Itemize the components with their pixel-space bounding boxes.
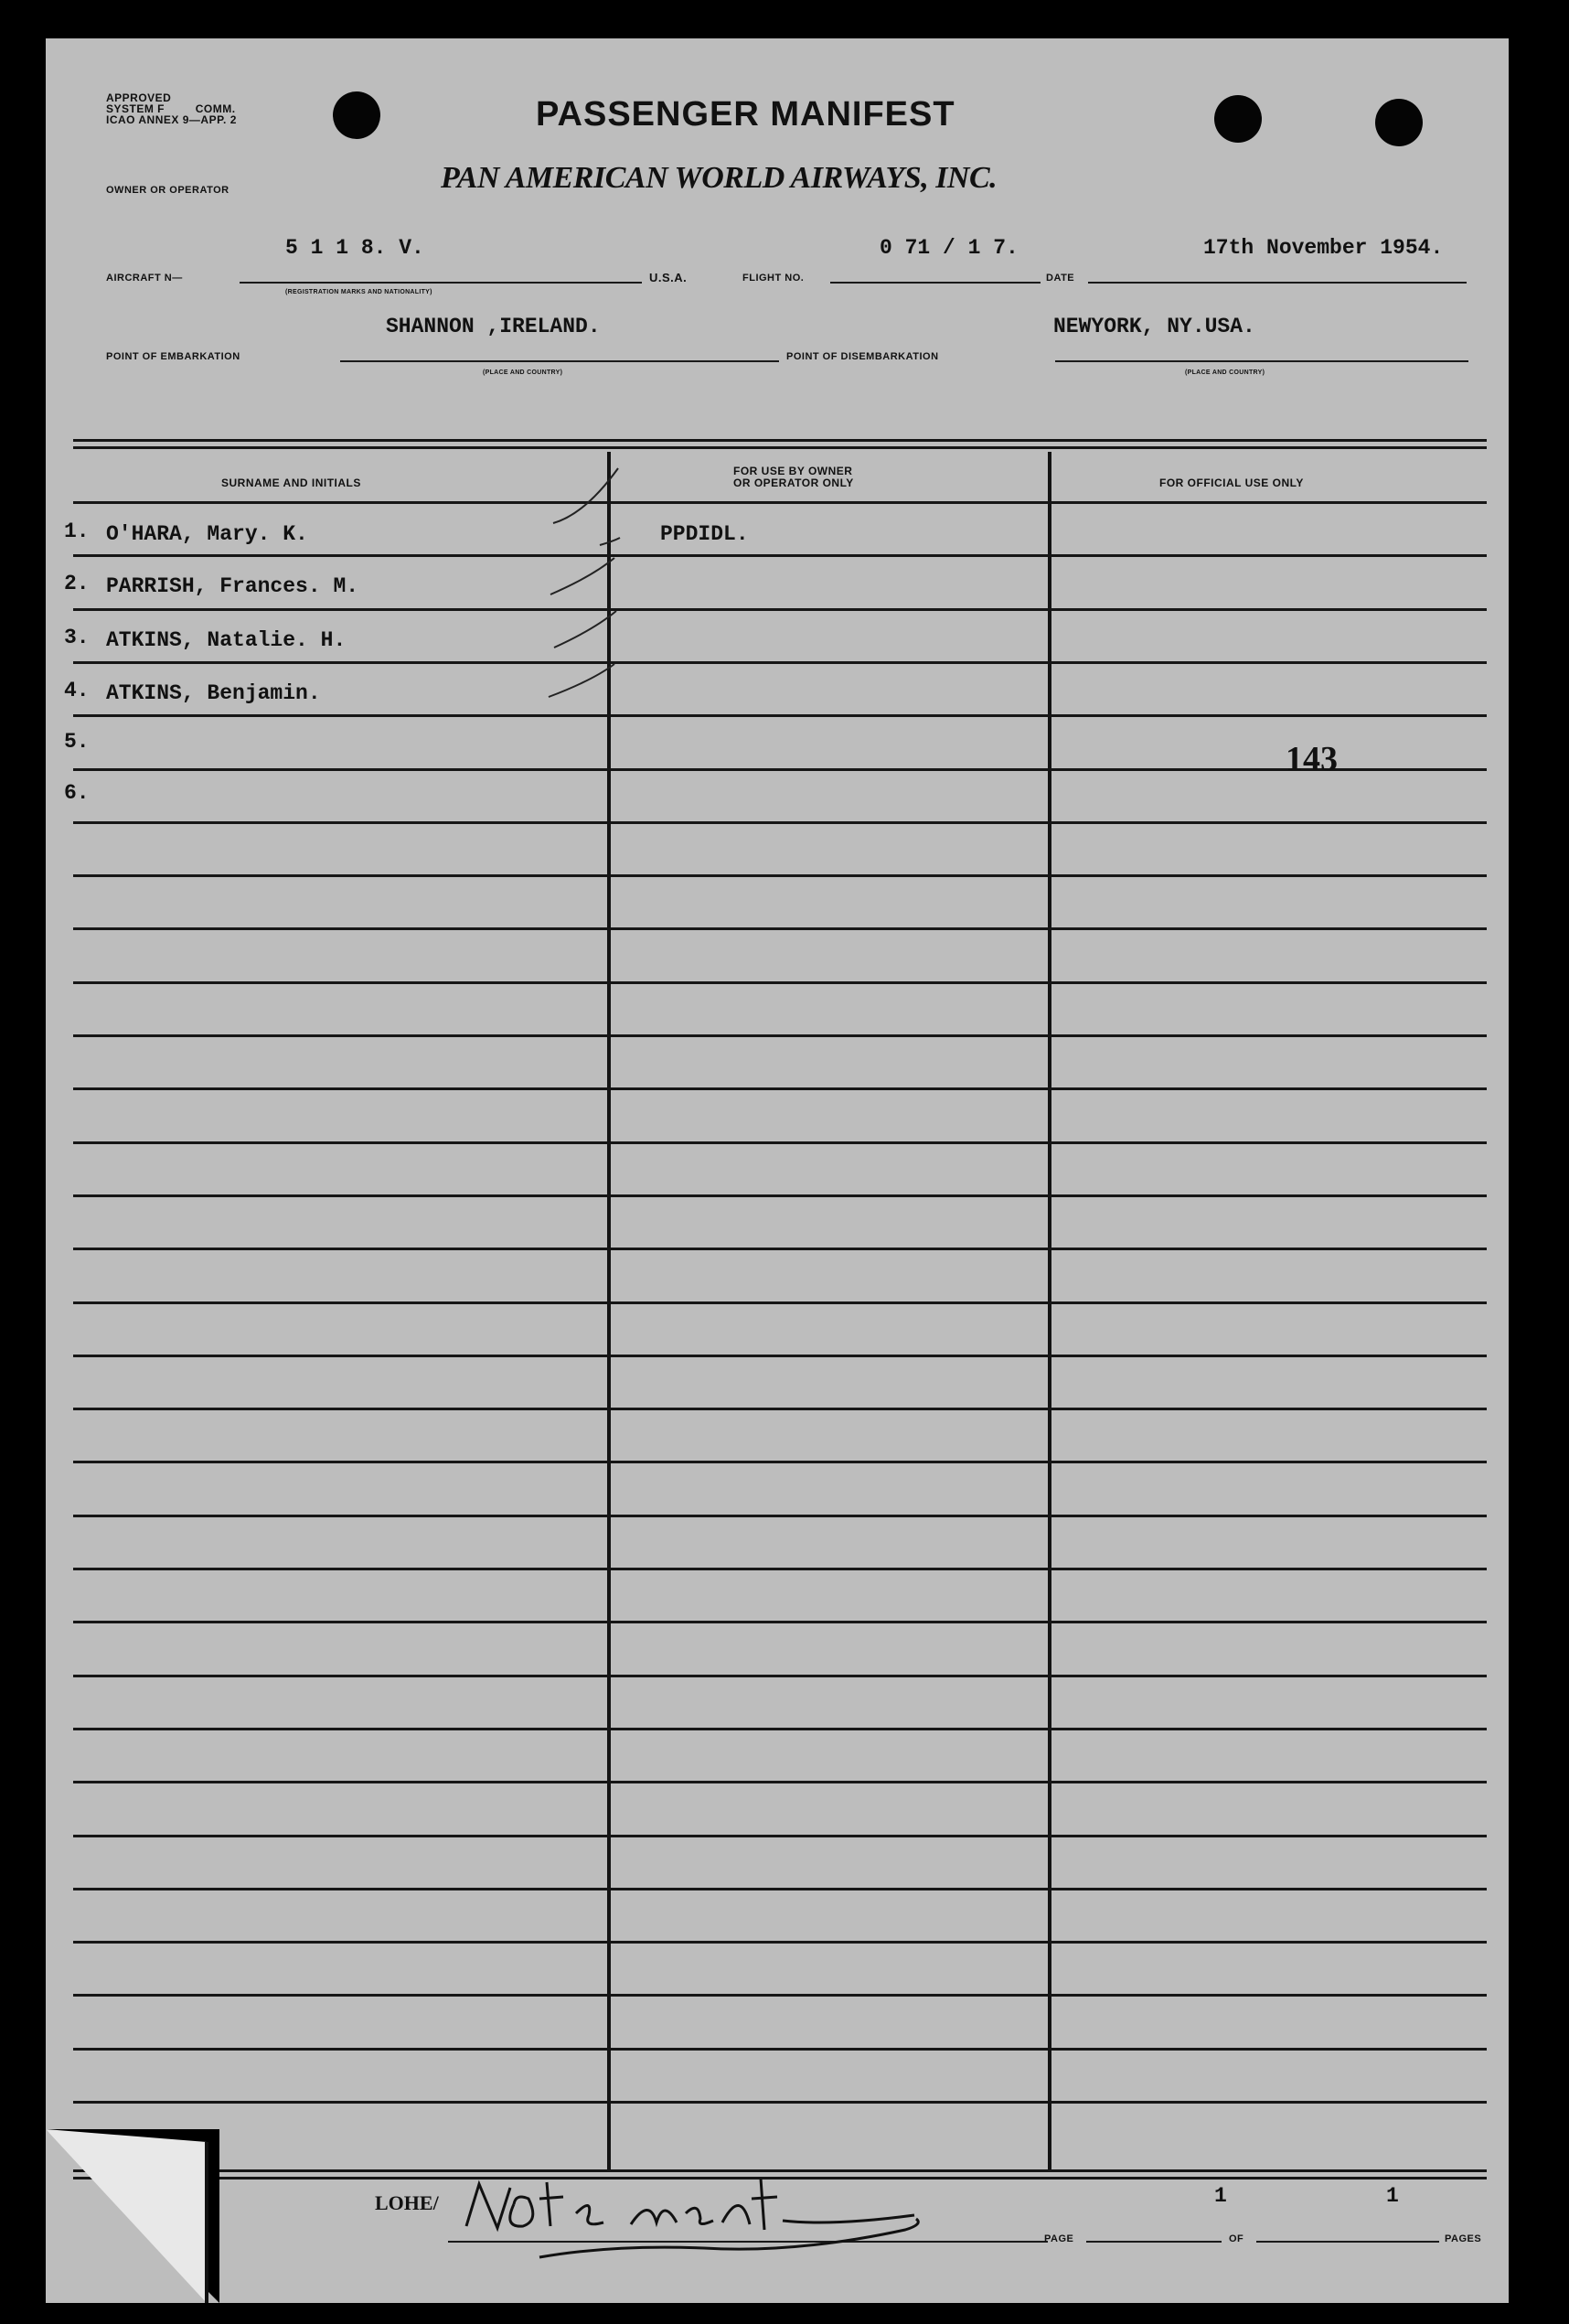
owner-value: PAN AMERICAN WORLD AIRWAYS, INC. [441, 161, 998, 195]
row-4-name: ATKINS, Benjamin. [106, 681, 321, 705]
approval-line-2b: COMM. [195, 102, 236, 115]
footer-pages-label: PAGES [1445, 2233, 1482, 2244]
aircraft-suffix: U.S.A. [649, 271, 688, 284]
footer-page-label: PAGE [1044, 2233, 1074, 2244]
flight-value: 0 71 / 1 7. [880, 236, 1019, 260]
col-header-owner-1: FOR USE BY OWNER [733, 465, 853, 477]
date-value: 17th November 1954. [1203, 236, 1444, 260]
row-1-name: O'HARA, Mary. K. [106, 522, 308, 546]
embarkation-value: SHANNON ,IRELAND. [386, 315, 601, 338]
row-2-name: PARRISH, Frances. M. [106, 574, 359, 598]
row-4-num: 4. [64, 679, 90, 702]
footer-pages-value: 1 [1386, 2184, 1399, 2208]
aircraft-value: 5 1 1 8. V. [285, 236, 424, 260]
approval-line-3: ICAO ANNEX 9—APP. 2 [106, 113, 237, 126]
official-note: 143 [1286, 740, 1338, 778]
folded-corner [46, 2129, 219, 2303]
col-header-names: SURNAME AND INITIALS [221, 477, 361, 489]
approval-line-2a: SYSTEM F [106, 102, 165, 115]
row-1-owner: PPDIDL. [660, 522, 749, 546]
aircraft-sublabel: (REGISTRATION MARKS AND NATIONALITY) [285, 289, 432, 295]
footer-of-label: OF [1229, 2233, 1244, 2244]
disembarkation-value: NEWYORK, NY.USA. [1053, 315, 1255, 338]
footer-page-value: 1 [1214, 2184, 1227, 2208]
col-header-official: FOR OFFICIAL USE ONLY [1159, 477, 1304, 489]
aircraft-label: AIRCRAFT N— [106, 273, 183, 284]
date-label: DATE [1046, 273, 1075, 284]
disembarkation-sublabel: (PLACE AND COUNTRY) [1185, 369, 1265, 376]
flight-label: FLIGHT NO. [742, 273, 805, 284]
manifest-page [46, 38, 1509, 2303]
footer-lohe: LOHE/ [375, 2191, 439, 2214]
page-title: PASSENGER MANIFEST [536, 95, 955, 134]
embarkation-sublabel: (PLACE AND COUNTRY) [483, 369, 563, 376]
approval-line-1: APPROVED [106, 91, 172, 104]
embarkation-label: POINT OF EMBARKATION [106, 351, 240, 362]
row-3-num: 3. [64, 626, 90, 649]
row-5-num: 5. [64, 730, 90, 754]
row-1-num: 1. [64, 519, 90, 543]
owner-label: OWNER OR OPERATOR [106, 185, 229, 196]
signature-graphic [46, 38, 1509, 2303]
col-header-owner-2: OR OPERATOR ONLY [733, 477, 854, 489]
disembarkation-label: POINT OF DISEMBARKATION [786, 351, 939, 362]
row-2-num: 2. [64, 572, 90, 595]
row-6-num: 6. [64, 781, 90, 805]
row-3-name: ATKINS, Natalie. H. [106, 628, 347, 652]
